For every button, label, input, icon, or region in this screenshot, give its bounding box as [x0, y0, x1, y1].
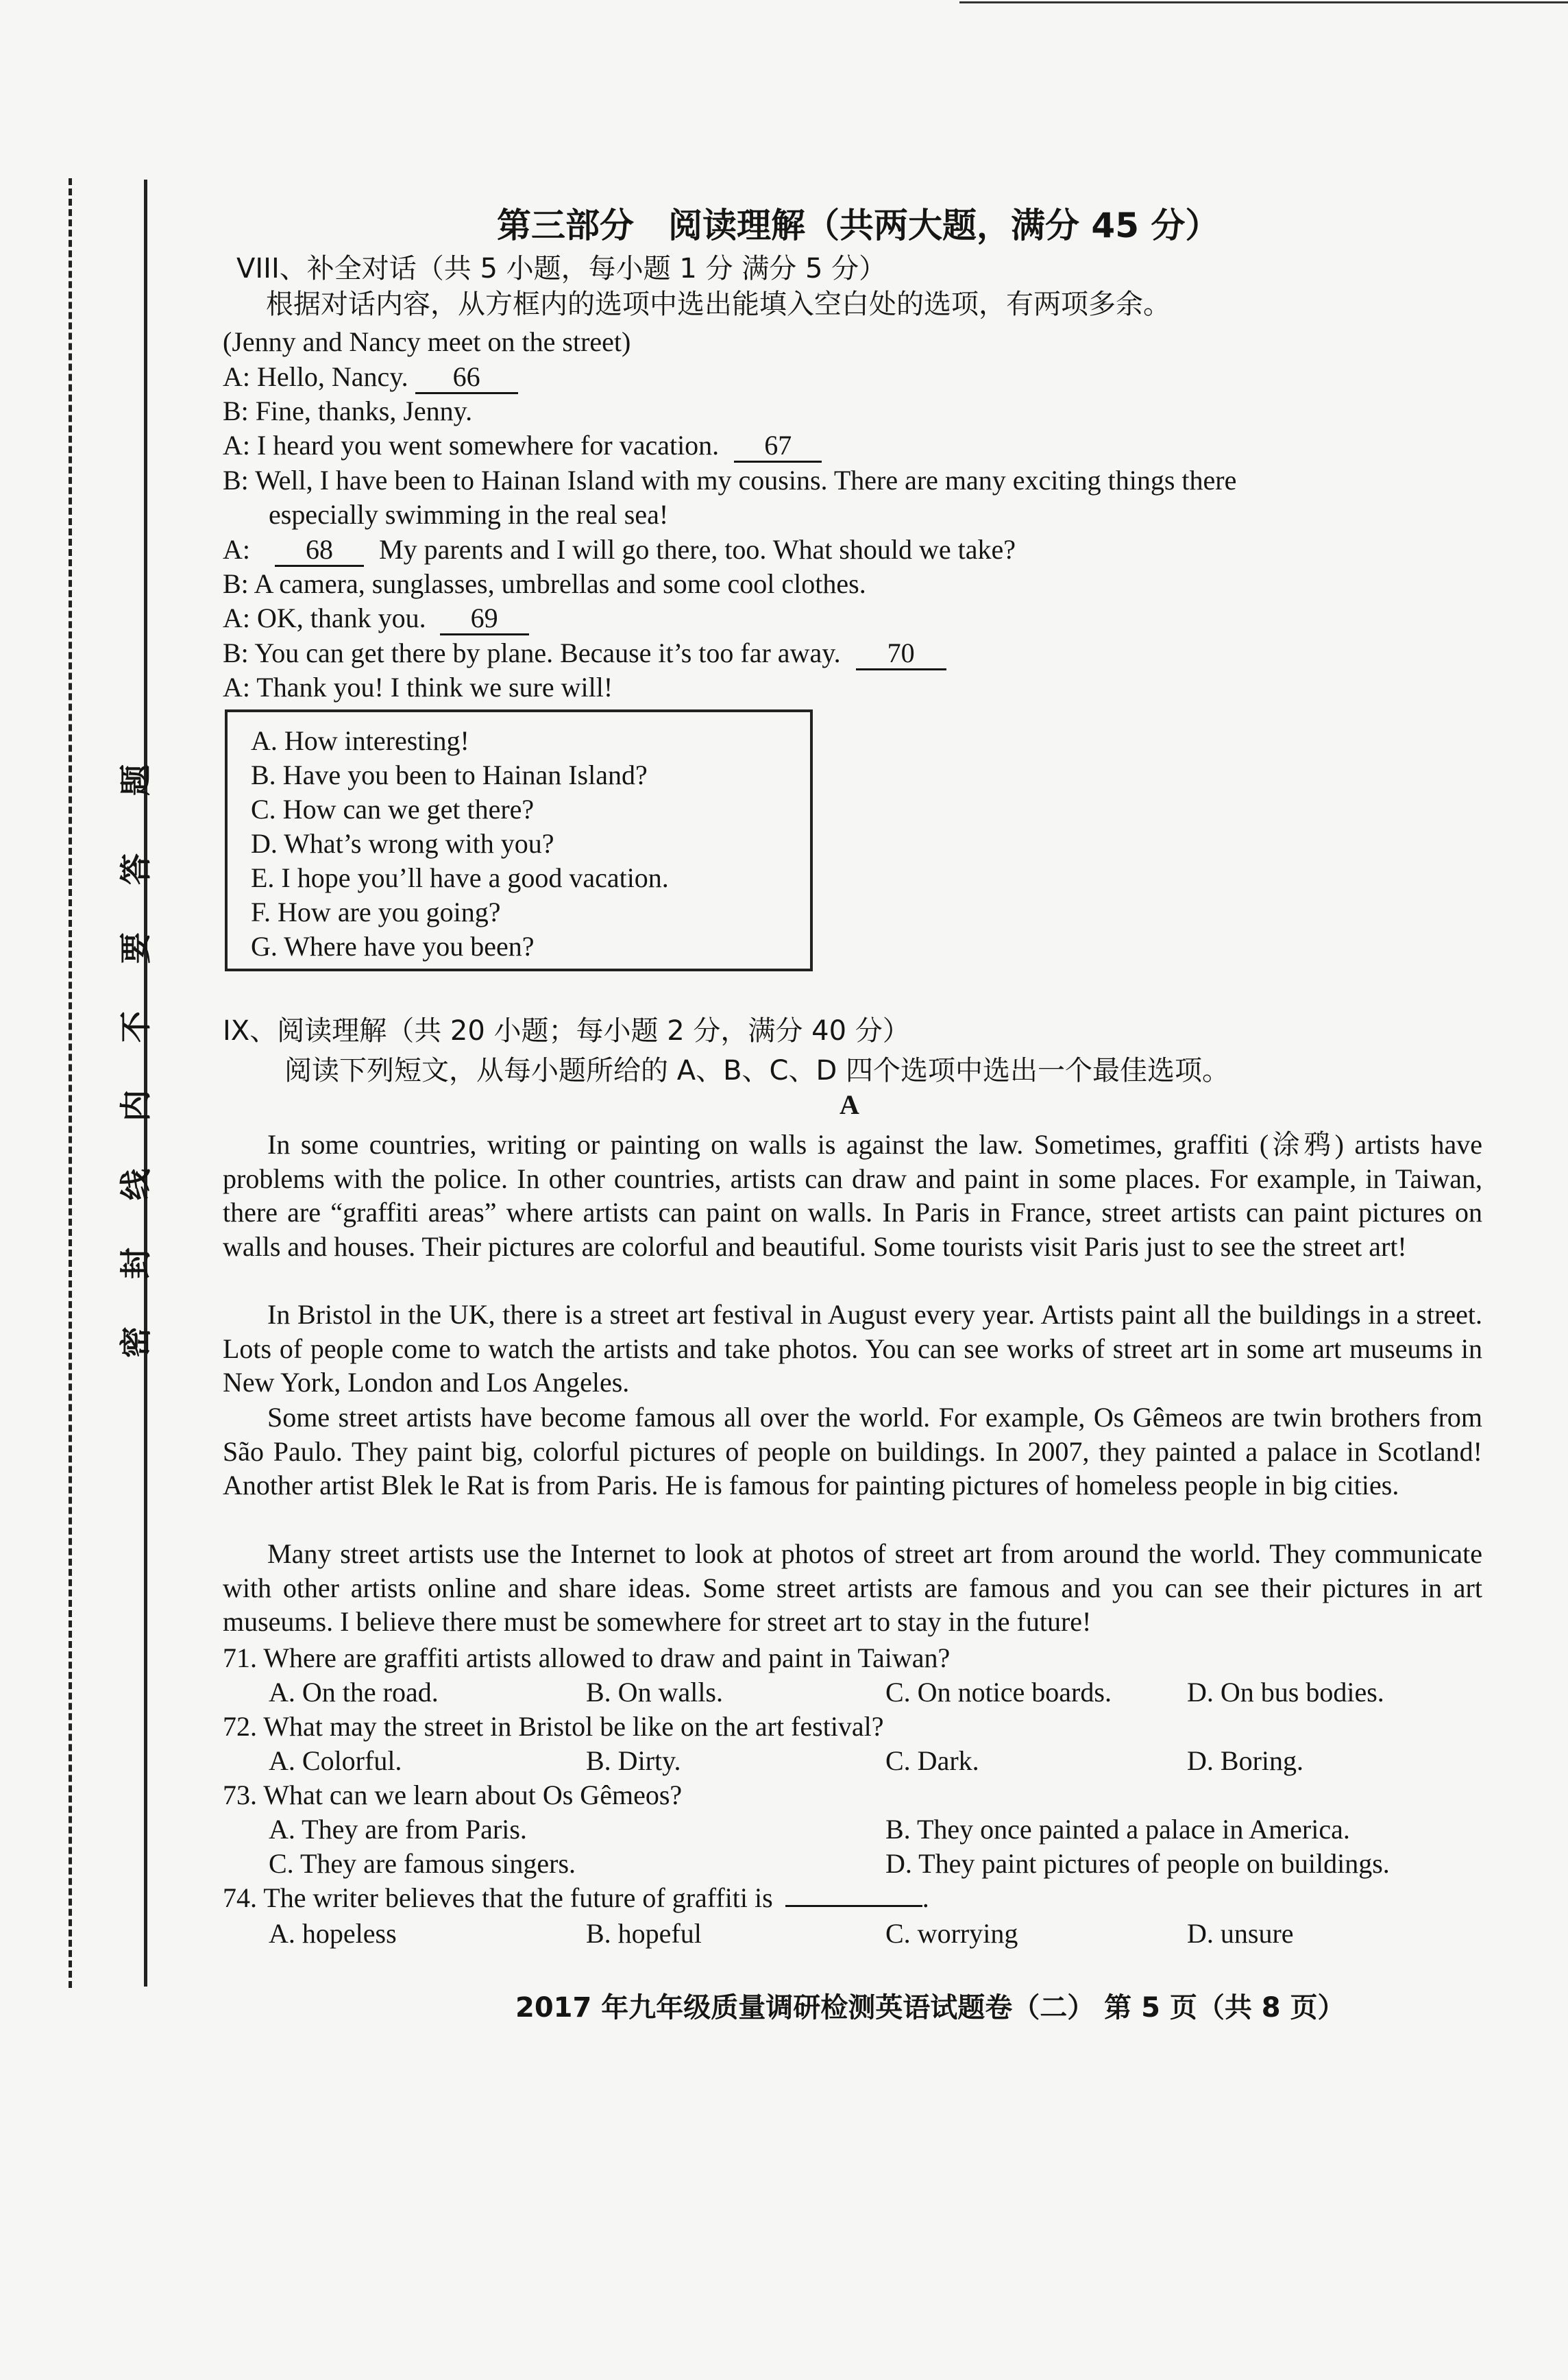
speaker: B: [223, 465, 249, 496]
speaker: B: [223, 396, 249, 426]
speaker: B: [223, 568, 249, 599]
question-74-period: . [922, 1882, 929, 1913]
dialogue-line-2 [223, 395, 472, 428]
q73-option-d: D. They paint pictures of people on buildings. [885, 1848, 1390, 1879]
dialogue-line-1 [223, 361, 518, 394]
q74-option-d: D. unsure [1187, 1918, 1294, 1949]
q72-option-c: C. Dark. [885, 1745, 979, 1776]
q71-option-b: B. On walls. [586, 1677, 723, 1708]
question-72: 72. What may the street in Bristol be like on the art festival? [223, 1711, 884, 1742]
speaker: A: [223, 361, 250, 392]
option-g: G. Where have you been? [251, 931, 535, 962]
paragraph-3: Some street artists have become famous all over the world. For example, Os Gêmeos are twin brothers from São Paulo. They paint big, colorful pictures of people on buildings. In 2007, they painted a palace in Scotland! Another artist Blek le Rat is from Paris. He is famous for painting pictures of homeless people in big cities. [223, 1402, 1482, 1501]
binding-char: 答 [117, 853, 154, 885]
q74-option-a: A. hopeless [269, 1918, 397, 1949]
q71-option-a: A. On the road. [269, 1677, 439, 1708]
section8-heading: VIII、补全对话（共 5 小题，每小题 1 分 满分 5 分） [236, 253, 887, 284]
blank-67[interactable]: 67 [734, 430, 822, 463]
dialogue-line-8 [223, 602, 529, 635]
binding-char: 封 [117, 1248, 154, 1279]
line-text: OK, thank you. [257, 603, 426, 633]
question-73: 73. What can we learn about Os Gêmeos? [223, 1780, 683, 1810]
dialogue-line-9 [223, 637, 946, 670]
options-box [225, 709, 813, 971]
dialogue-line-7 [223, 568, 866, 600]
binding-char: 密 [117, 1326, 154, 1358]
speaker: B: [223, 638, 249, 668]
line-text: Thank you! I think we sure will! [256, 672, 613, 703]
line-text: Fine, thanks, Jenny. [255, 396, 473, 426]
option-d: D. What’s wrong with you? [251, 828, 554, 859]
line-text: Well, I have been to Hainan Island with my cousins. There are many exciting things there [255, 465, 1237, 496]
q73-option-c: C. They are famous singers. [269, 1848, 576, 1879]
option-b: B. Have you been to Hainan Island? [251, 760, 648, 790]
q71-option-d: D. On bus bodies. [1187, 1677, 1384, 1708]
binding-char: 不 [117, 1011, 154, 1043]
dialogue-line-6 [223, 533, 1016, 567]
paragraph-4: Many street artists use the Internet to look at photos of street art from around the world. They communicate with other artists online and share ideas. Some street artists are famous and you can see their pictures in art museums. I believe there must be somewhere for street art to stay in the future! [223, 1538, 1482, 1638]
speaker: A: [223, 430, 250, 461]
binding-char: 要 [117, 932, 154, 964]
line-text: My parents and I will go there, too. What should we take? [379, 534, 1016, 565]
section9-instruction: 阅读下列短文，从每小题所给的 A、B、C、D 四个选项中选出一个最佳选项。 [284, 1055, 1229, 1086]
question-74 [223, 1882, 929, 1915]
binding-char: 内 [117, 1090, 154, 1121]
binding-char: 题 [117, 764, 154, 796]
part-title: 第三部分 阅读理解（共两大题，满分 45 分） [497, 206, 1220, 245]
dialogue-scene: (Jenny and Nancy meet on the street) [223, 326, 631, 357]
line-text: Hello, Nancy. [257, 361, 408, 392]
question-74-stem: 74. The writer believes that the future of graffiti is [223, 1882, 773, 1913]
page-footer: 2017 年九年级质量调研检测英语试题卷（二） 第 5 页（共 8 页） [515, 1992, 1345, 2024]
q72-option-a: A. Colorful. [269, 1745, 402, 1776]
binding-dashed-line [69, 178, 72, 1988]
option-c: C. How can we get there? [251, 794, 535, 825]
passage-label: A [840, 1089, 859, 1120]
paragraph-2: In Bristol in the UK, there is a street art festival in August every year. Artists paint all the buildings in a street. Lots of people come to watch the artists and take photos. You can see works of street art in some art museums in New York, London and Los Angeles. [223, 1299, 1482, 1398]
dialogue-line-3 [223, 429, 822, 463]
blank-69[interactable]: 69 [440, 603, 529, 635]
binding-char: 线 [117, 1169, 154, 1200]
line-text: I heard you went somewhere for vacation. [257, 430, 720, 461]
q71-option-c: C. On notice boards. [885, 1677, 1112, 1708]
q74-option-c: C. worrying [885, 1918, 1018, 1949]
line-text: You can get there by plane. Because it’s too far away. [254, 638, 841, 668]
q73-option-a: A. They are from Paris. [269, 1814, 527, 1845]
blank-68[interactable]: 68 [275, 535, 364, 567]
q72-option-d: D. Boring. [1187, 1745, 1303, 1776]
line-text: A camera, sunglasses, umbrellas and some cool clothes. [254, 568, 866, 599]
speaker: A: [223, 672, 250, 703]
top-edge-rule [959, 1, 1568, 3]
dialogue-line-4 [223, 464, 1236, 497]
dialogue-line-5: especially swimming in the real sea! [269, 499, 669, 530]
dialogue-line-10 [223, 671, 613, 704]
q72-option-b: B. Dirty. [586, 1745, 681, 1776]
option-e: E. I hope you’ll have a good vacation. [251, 862, 669, 893]
option-a: A. How interesting! [251, 725, 469, 756]
speaker: A: [223, 534, 250, 565]
paragraph-1: In some countries, writing or painting on walls is against the law. Sometimes, graffiti (涂鸦) artists have problems with the police. In other countries, artists can draw and paint in some places. For example, in Taiwan, there are “graffiti areas” where artists can paint on walls. In Paris in France, street artists can paint pictures on walls and houses. Their pictures are colorful and beautiful. Some tourists visit Paris just to see the street art! [223, 1129, 1482, 1262]
q73-option-b: B. They once painted a palace in America. [885, 1814, 1350, 1845]
blank-66[interactable]: 66 [415, 362, 518, 394]
answer-blank-74[interactable] [785, 1905, 922, 1907]
section8-instruction: 根据对话内容，从方框内的选项中选出能填入空白处的选项，有两项多余。 [266, 289, 1171, 320]
blank-70[interactable]: 70 [856, 638, 946, 670]
q74-option-b: B. hopeful [586, 1918, 702, 1949]
question-71: 71. Where are graffiti artists allowed to draw and paint in Taiwan? [223, 1642, 951, 1673]
option-f: F. How are you going? [251, 897, 501, 927]
speaker: A: [223, 603, 250, 633]
section9-heading: IX、阅读理解（共 20 小题；每小题 2 分，满分 40 分） [223, 1015, 910, 1047]
